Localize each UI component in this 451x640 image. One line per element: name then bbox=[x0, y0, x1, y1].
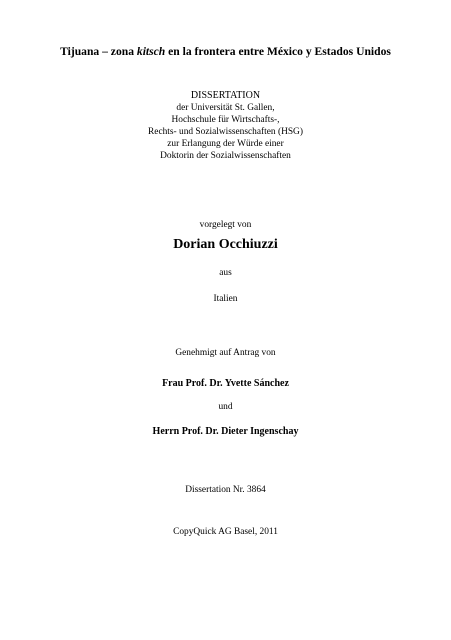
thesis-title-start: Tijuana – zona bbox=[60, 45, 137, 58]
referee-conjunction: und bbox=[218, 402, 233, 412]
referee-1: Frau Prof. Dr. Yvette Sánchez bbox=[162, 378, 289, 389]
author-country: Italien bbox=[213, 294, 238, 304]
publisher-line: CopyQuick AG Basel, 2011 bbox=[173, 527, 278, 537]
thesis-title-italic-word: kitsch bbox=[136, 45, 166, 58]
degree-name-line: Doktorin der Sozialwissenschaften bbox=[160, 151, 291, 161]
referee-2: Herrn Prof. Dr. Dieter Ingenschay bbox=[152, 426, 299, 437]
degree-purpose-line: zur Erlangung der Würde einer bbox=[167, 139, 284, 149]
dissertation-number: Dissertation Nr. 3864 bbox=[185, 485, 266, 495]
faculty-line: Rechts- und Sozialwissenschaften (HSG) bbox=[148, 127, 303, 137]
thesis-title-end: en la frontera entre México y Estados Unidos bbox=[165, 45, 391, 58]
approval-label: Genehmigt auf Antrag von bbox=[175, 348, 276, 358]
origin-label: aus bbox=[219, 268, 232, 278]
school-line: Hochschule für Wirtschafts-, bbox=[171, 115, 280, 125]
thesis-title bbox=[0, 46, 451, 58]
presented-by-label: vorgelegt von bbox=[199, 220, 252, 230]
dissertation-heading: DISSERTATION bbox=[190, 90, 261, 101]
university-line: der Universität St. Gallen, bbox=[176, 103, 275, 113]
author-name: Dorian Occhiuzzi bbox=[173, 237, 278, 252]
